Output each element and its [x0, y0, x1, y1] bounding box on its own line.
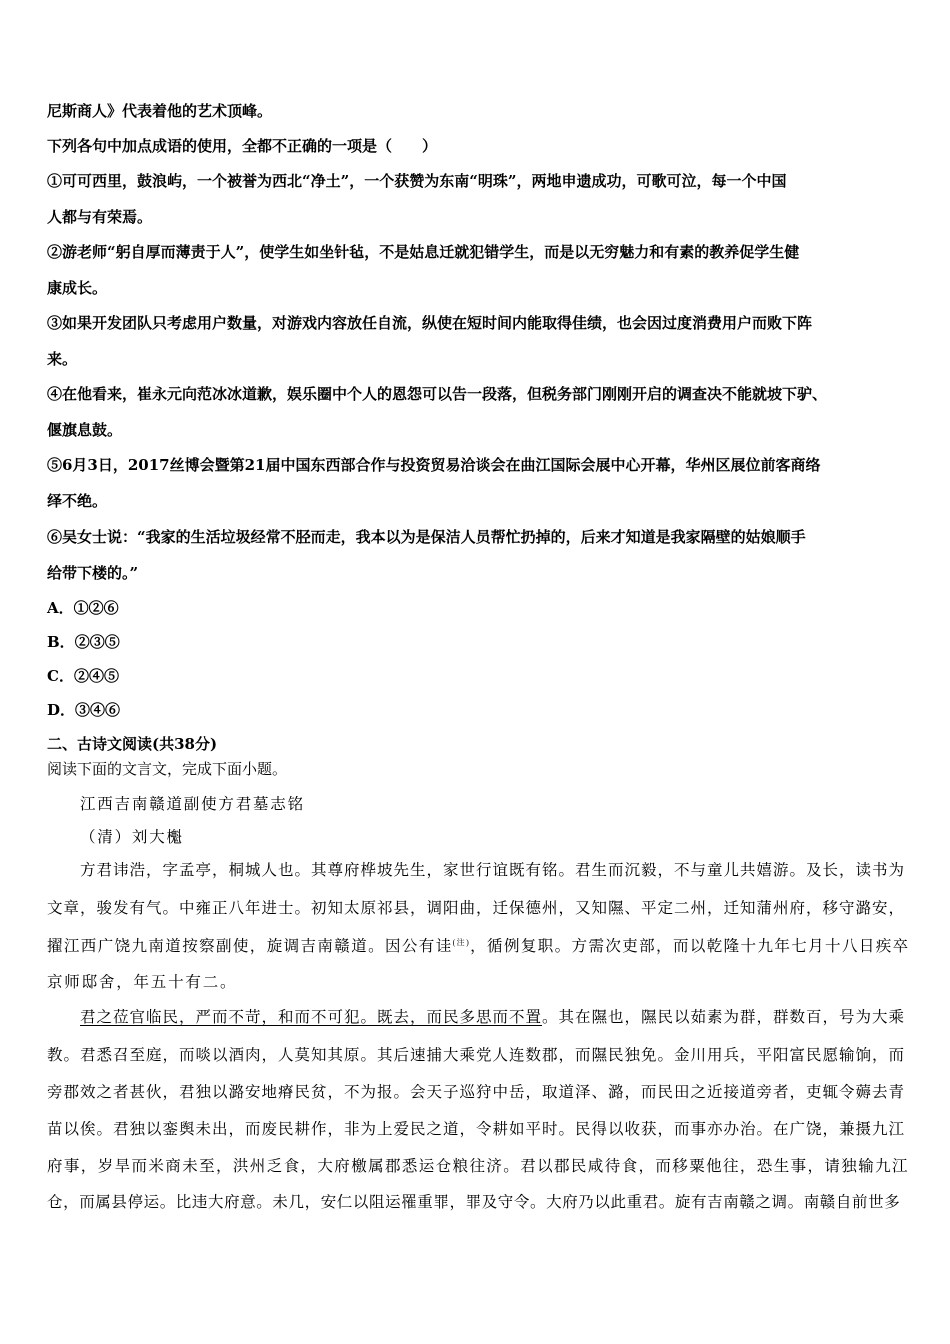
passage-line: 苗以俟。君独以銮舆未出，而废民耕作，非为上爱民之道，令耕如平时。民得以收获，而事亦办治。在广饶，兼摄九江	[47, 1121, 906, 1138]
section-heading: 二、古诗文阅读(共38分)	[47, 735, 218, 753]
passage-line	[80, 1005, 905, 1027]
sentence-5-line-1: ⑤6月3日，2017丝博会暨第21届中国东西部合作与投资贸易洽谈会在曲江国际会展中心开幕，华州区展位前客商络	[47, 456, 821, 474]
option-text: ①②⑥	[73, 599, 119, 617]
option-label: C．	[47, 667, 74, 685]
passage-line: 文章，骏发有气。中雍正八年进士。初知太原祁县，调阳曲，迁保德州，又知隰、平定二州，迁知蒲州府，移守潞安，	[47, 900, 906, 917]
sentence-3-line-1: ③如果开发团队只考虑用户数量，对游戏内容放任自流，纵使在短时间内能取得佳绩，也会因过度消费用户而败下阵	[47, 314, 813, 332]
sentence-6-line-1: ⑥吴女士说：“我家的生活垃圾经常不胫而走，我本以为是保洁人员帮忙扔掉的，后来才知道是我家隔壁的姑娘顺手	[47, 528, 806, 546]
text-line: 尼斯商人》代表着他的艺术顶峰。	[47, 102, 273, 120]
passage-text: ，循例复职。方需次吏部，而以乾隆十九年七月十八日疾卒	[470, 938, 910, 955]
option-label: B．	[47, 633, 75, 651]
passage-line: 旁郡效之者甚伙，君独以潞安地瘠民贫，不为报。会天子巡狩中岳，取道泽、潞，而民田之近接道旁者，吏辄令薅去青	[47, 1084, 906, 1101]
passage-author: （清）刘大櫆	[80, 829, 184, 846]
option-a	[47, 597, 119, 618]
question-stem: 下列各句中加点成语的使用，全都不正确的一项是（ ）	[47, 137, 438, 155]
option-text: ②④⑤	[73, 667, 119, 685]
option-label: A．	[47, 599, 74, 617]
underlined-sentence: 君之莅官临民，严而不苛，和而不可犯。既去，而民多思而不置	[80, 1009, 543, 1026]
section-instruction: 阅读下面的文言文，完成下面小题。	[47, 762, 288, 778]
passage-line: 仓，而属县停运。比违大府意。未几，安仁以阻运罹重罪，罪及守令。大府乃以此重君。旋有吉南赣之调。南赣自前世多	[47, 1194, 901, 1211]
passage-text: 。其在隰也，隰民以茹素为群，群数百，号为大乘	[542, 1009, 906, 1026]
passage-line: 京师邸舍，年五十有二。	[47, 974, 238, 991]
sentence-4-line-2: 偃旗息鼓。	[47, 421, 123, 439]
option-text: ③④⑥	[75, 701, 121, 719]
sentence-2-line-1: ②游老师“躬自厚而薄责于人”，使学生如坐针毡，不是姑息迁就犯错学生，而是以无穷魅力和有素的教养促学生健	[47, 243, 800, 261]
passage-line: 教。君悉召至庭，而啖以酒肉，人莫知其原。其后速捕大乘党人连数郡，而隰民独免。金川用兵，平阳富民愿输饷，而	[47, 1047, 906, 1064]
sentence-5-line-2: 绎不绝。	[47, 492, 108, 510]
note-mark: (注)	[452, 937, 471, 947]
passage-title: 江西吉南赣道副使方君墓志铭	[80, 796, 305, 813]
option-text: ②③⑤	[74, 633, 120, 651]
passage-line: 方君讳浩，字孟亭，桐城人也。其尊府桦坡先生，家世行谊既有铭。君生而沉毅，不与童儿共嬉游。及长，读书为	[80, 862, 906, 879]
sentence-4-line-1: ④在他看来，崔永元向范冰冰道歉，娱乐圈中个人的恩怨可以告一段落，但税务部门刚刚开启的调查决不能就坡下驴、	[47, 385, 828, 403]
option-d	[47, 699, 120, 720]
sentence-1-line-1: ①可可西里，鼓浪屿，一个被誉为西北“净土”，一个获赞为东南“明珠”，两地申遗成功，可歌可泣，每一个中国	[47, 172, 787, 190]
passage-line	[47, 934, 910, 956]
passage-text: 擢江西广饶九南道按察副使，旋调吉南赣道。因公有诖	[47, 938, 453, 955]
passage-line: 府事，岁旱而米商未至，洪州乏食，大府檄属郡悉运仓粮往济。君以郡民咸待食，而移粟他往，恐生事，请独输九江	[47, 1158, 909, 1175]
option-label: D．	[47, 701, 76, 719]
option-c	[47, 665, 119, 686]
sentence-2-line-2: 康成长。	[47, 279, 108, 297]
sentence-3-line-2: 来。	[47, 350, 78, 368]
option-b	[47, 631, 120, 652]
sentence-6-line-2: 给带下楼的。”	[47, 564, 139, 582]
sentence-1-line-2: 人都与有荣焉。	[47, 208, 153, 226]
